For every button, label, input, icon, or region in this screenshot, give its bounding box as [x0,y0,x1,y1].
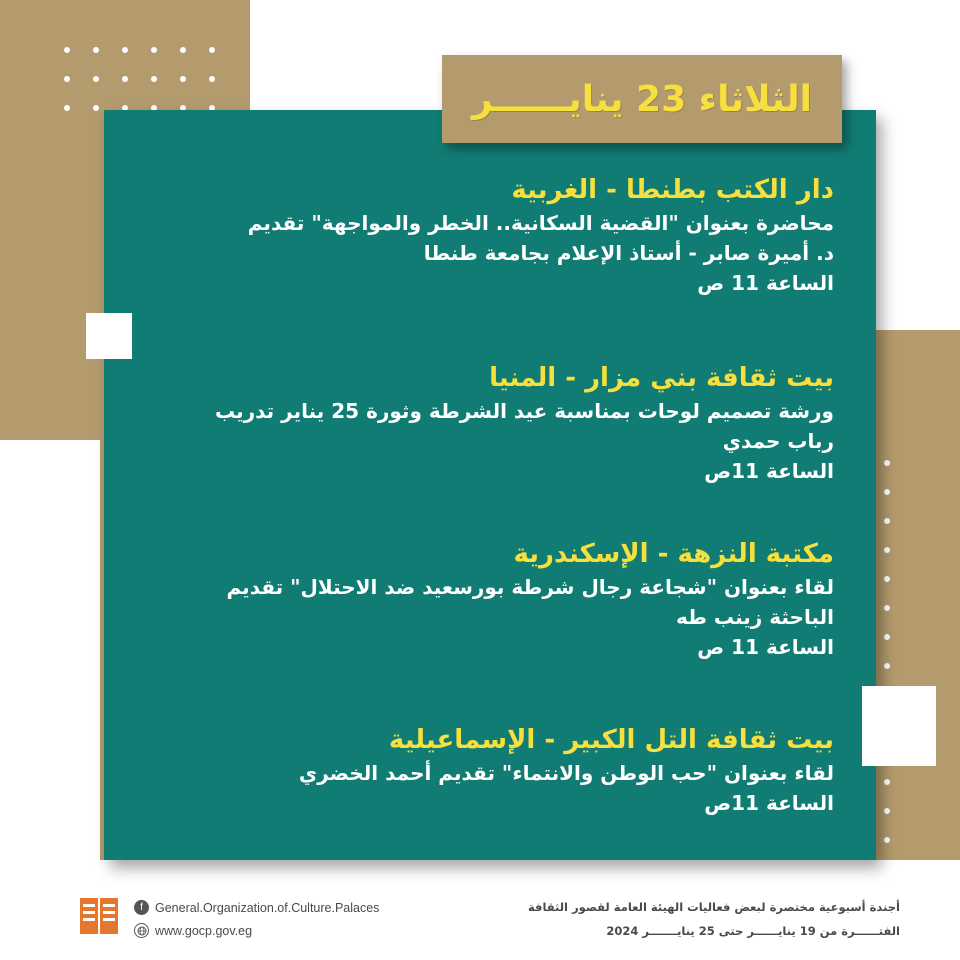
decorative-dot [884,518,890,524]
event-time: الساعة 11ص [704,791,834,815]
event-desc-line: ورشة تصميم لوحات بمناسبة عيد الشرطة وثورة 25 يناير تدريب [214,399,834,423]
decorative-dots-top-left [64,47,215,111]
event-desc-line: لقاء بعنوان "حب الوطن والانتماء" تقديم أحمد الخضري [298,761,834,785]
event-desc-line: رباب حمدي [722,429,834,453]
facebook-handle: General.Organization.of.Culture.Palaces [155,900,380,915]
decorative-dot [93,76,99,82]
decorative-dot [209,47,215,53]
date-banner [442,55,842,143]
decorative-dot [209,76,215,82]
event-venue: بيت ثقافة التل الكبير - الإسماعيلية [388,725,834,755]
website-url: www.gocp.gov.eg [155,923,253,938]
decorative-dot [884,837,890,843]
decorative-dot [64,47,70,53]
date-title: الثلاثاء 23 ينايــــــر [472,78,812,120]
decorative-dot [66,802,72,808]
decorative-dot [66,860,72,866]
decorative-dot [64,76,70,82]
decorative-dot [66,773,72,779]
agenda-title: أجندة أسبوعية مختصرة لبعض فعاليات الهيئة العامة لقصور الثقافة [527,900,900,914]
decorative-dot [884,547,890,553]
event-desc-line: الباحثة زينب طه [676,605,834,629]
decorative-square-right [862,686,936,766]
decorative-square-left [86,313,132,359]
decorative-dot [122,76,128,82]
decorative-dot [93,105,99,111]
agenda-period: الفتــــــرة من 19 ينايــــــر حتى 25 ينايـــــــر 2024 [606,924,900,938]
decorative-dot [93,47,99,53]
decorative-dot [884,634,890,640]
decorative-dot [122,47,128,53]
facebook-link[interactable] [134,900,379,915]
event-venue: دار الكتب بطنطا - الغربية [511,175,834,205]
decorative-dot [884,489,890,495]
decorative-dot [66,657,72,663]
decorative-dot [180,76,186,82]
event-venue: مكتبة النزهة - الإسكندرية [513,539,834,569]
event-desc-line: لقاء بعنوان "شجاعة رجال شرطة بورسعيد ضد الاحتلال" تقديم [226,575,834,599]
background-white-left [0,440,100,880]
event-venue: بيت ثقافة بني مزار - المنيا [489,363,834,393]
event-item-2 [154,360,834,486]
decorative-dot [884,605,890,611]
decorative-dot [151,76,157,82]
decorative-dot [66,628,72,634]
decorative-dot [884,663,890,669]
event-time: الساعة 11ص [704,459,834,483]
gocp-logo-icon [78,894,122,938]
globe-icon [134,923,149,938]
decorative-dot [66,744,72,750]
decorative-dot [884,576,890,582]
event-desc-line: محاضرة بعنوان "القضية السكانية.. الخطر والمواجهة" تقديم [247,211,834,235]
decorative-dot [66,918,72,924]
decorative-dot [180,47,186,53]
event-item-3 [154,536,834,662]
decorative-dot [66,831,72,837]
event-item-4 [154,722,834,818]
decorative-dot [66,715,72,721]
decorative-dot [884,460,890,466]
event-desc-line: د. أميرة صابر - أستاذ الإعلام بجامعة طنطا [423,241,834,265]
decorative-dot [66,889,72,895]
website-link[interactable] [134,923,252,938]
event-time: الساعة 11 ص [697,271,834,295]
decorative-dot [151,47,157,53]
decorative-dot [66,599,72,605]
decorative-dot [884,808,890,814]
event-time: الساعة 11 ص [697,635,834,659]
decorative-dot [884,866,890,872]
decorative-dot [66,570,72,576]
event-item-1 [154,172,834,298]
decorative-dot [64,105,70,111]
facebook-icon: f [134,900,149,915]
decorative-dot [884,779,890,785]
decorative-dot [66,686,72,692]
decorative-dots-left [66,570,72,924]
